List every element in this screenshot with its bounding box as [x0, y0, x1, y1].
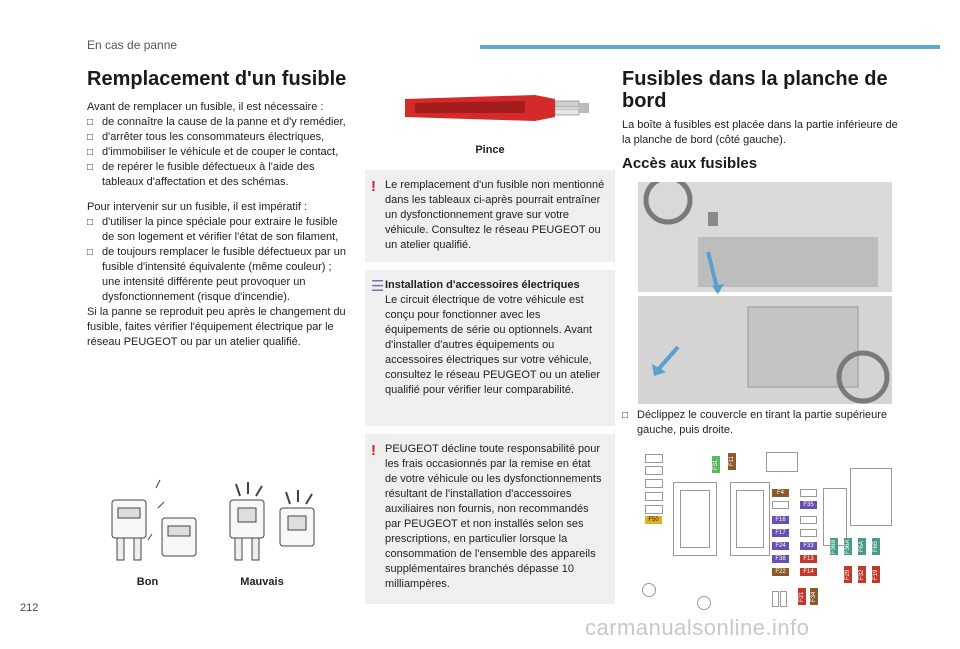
fuse-f22: F22	[772, 568, 789, 576]
bullet-icon: □	[622, 410, 629, 421]
info-text: Le circuit électrique de votre véhicule est conçu pour fonctionner avec les équipements de série ou optionnels. Avant d'installer d'autres équipements ou accessoires électriques sur votre véhicule, consultez le réseau PEUGEOT ou un atelier qualifié pour vérifier leur comparabilité.	[385, 294, 601, 396]
warning-icon: !	[371, 442, 376, 459]
intro2-text: Pour intervenir sur un fusible, il est impératif :	[87, 201, 308, 213]
fuse-f32: F32	[858, 566, 866, 583]
fuse-f13: F13	[800, 555, 817, 563]
intro-text: Avant de remplacer un fusible, il est nécessaire :	[87, 101, 324, 113]
pliers-icon	[395, 85, 605, 130]
instruction-item: □ Déclippez le couvercle en tirant la partie supérieure gauche, puis droite.	[622, 409, 888, 436]
good-fuse-label: Bon	[136, 576, 159, 588]
fuse-f35: F35	[800, 501, 817, 509]
page-number: 212	[20, 602, 39, 614]
good-fuse-icon	[112, 480, 196, 560]
bullet-icon: □	[87, 117, 94, 128]
bullet-icon: □	[87, 147, 94, 158]
warning-notice-2	[365, 434, 615, 604]
fuse-f31: F31	[712, 456, 720, 473]
section-label: En cas de panne	[87, 38, 178, 52]
info-title: Installation d'accessoires électriques	[385, 279, 580, 291]
list-item: □ de toujours remplacer le fusible défectueux par un fusible d'intensité équivalente (même couleur) ; une intensité différente peut provoquer un dysfonctionnement (risque d'incendie).	[87, 246, 346, 303]
fuse-f6a: F6A	[858, 538, 866, 555]
warning-notice-1	[365, 170, 615, 262]
fuse-f29: F29	[844, 566, 852, 583]
bullet-icon: □	[87, 162, 94, 173]
list-item: □ d'arrêter tous les consommateurs électriques,	[87, 131, 325, 143]
fuse-f6b: F6B	[872, 538, 880, 555]
fuse-f19: F19	[872, 566, 880, 583]
fuse-f17: F17	[772, 529, 789, 537]
fuse-f38: F38	[772, 555, 789, 563]
fuse-f36a: F36A	[845, 539, 851, 554]
fuse-f16: F16	[772, 516, 789, 524]
fuse-f33: F33	[800, 542, 817, 550]
list-item: □ d'immobiliser le véhicule et de couper le contact,	[87, 146, 339, 158]
list-item: □ d'utiliser la pince spéciale pour extraire le fusible de son logement et vérifier l'état de son filament,	[87, 216, 339, 243]
warning-text: PEUGEOT décline toute responsabilité pour les frais occasionnés par la remise en état de votre véhicule ou les dysfonctionnements résultant de l'installation d'accessoires auxiliaires non fournis, non recommandés par PEUGEOT et non installés selon ses prescriptions, en particulier lorsque la consommation de l'ensemble des appareils supplémentaires branchés dépasse 10 milliampères.	[385, 443, 602, 590]
fuse-f14: F14	[800, 568, 817, 576]
fuse-f50: F50	[645, 516, 662, 524]
fuse-f34: F34	[810, 588, 818, 605]
fuse-f21: F21	[798, 588, 806, 605]
fuse-f4: F4	[772, 489, 789, 497]
info-icon: ☰	[371, 278, 385, 295]
warning-icon: !	[371, 178, 376, 195]
left-text	[87, 100, 347, 350]
closing-text: Si la panne se reproduit peu après le changement du fusible, faites vérifier l'équipement électrique par le réseau PEUGEOT ou par un atelier qualifié.	[87, 306, 346, 348]
bad-fuse-label: Mauvais	[240, 576, 284, 588]
pliers-caption: Pince	[475, 144, 505, 156]
left-title: Remplacement d'un fusible	[87, 68, 347, 90]
info-notice	[365, 270, 615, 426]
right-intro: La boîte à fusibles est placée dans la partie inférieure de la planche de bord (côté gauche).	[622, 119, 898, 146]
right-subtitle: Accès aux fusibles	[622, 155, 758, 172]
section-accent-bar	[480, 45, 940, 49]
fuse-f24: F24	[772, 542, 789, 550]
warning-text: Le remplacement d'un fusible non mentionné dans les tableaux ci-après pourrait entraîner un dysfonctionnement grave sur votre véhicule. Consultez le réseau PEUGEOT ou un atelier qualifié.	[385, 179, 605, 251]
list-item: □ de repérer le fusible défectueux à l'aide des tableaux d'affectation et des schémas.	[87, 161, 315, 188]
fuse-f36b: F36B	[831, 539, 837, 554]
bullet-icon: □	[87, 132, 94, 143]
list-item: □ de connaître la cause de la panne et d'y remédier,	[87, 116, 346, 128]
bullet-icon: □	[87, 247, 94, 258]
fuse-f11: F11	[728, 453, 736, 470]
dashboard-photo	[638, 182, 892, 404]
bad-fuse-icon	[230, 482, 314, 560]
fuse-box-diagram	[640, 448, 900, 613]
watermark: carmanualsonline.info	[585, 615, 810, 640]
bullet-icon: □	[87, 217, 94, 228]
right-title: Fusibles dans la planche de bord	[622, 68, 888, 112]
fuse-illustration	[100, 478, 340, 573]
